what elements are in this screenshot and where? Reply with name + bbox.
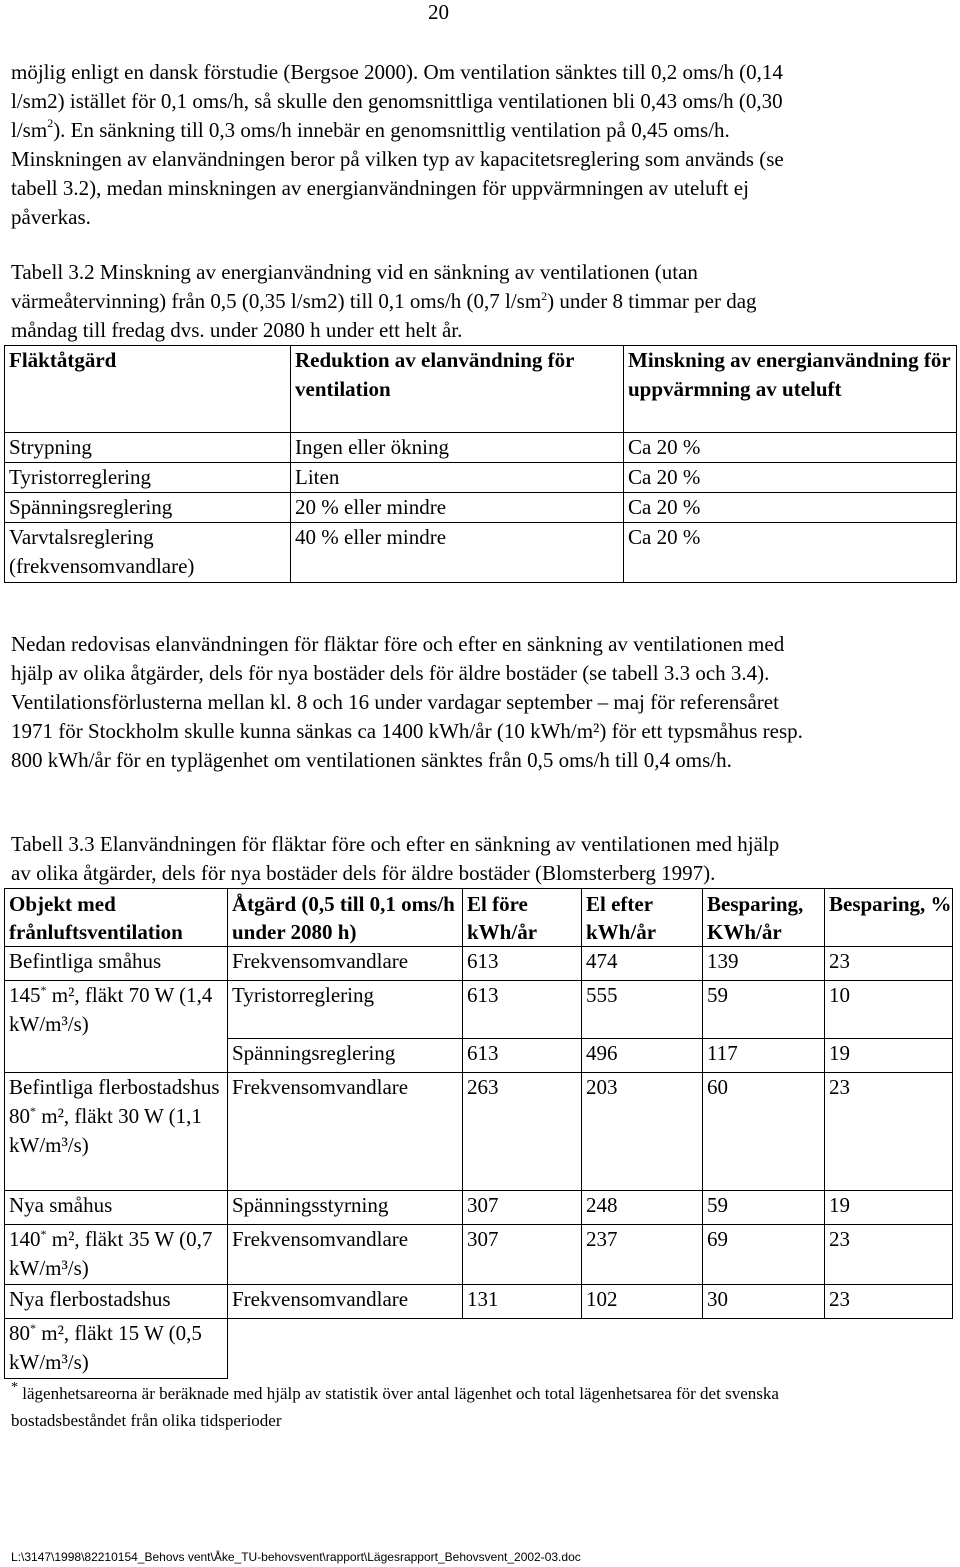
table-cell: 59	[703, 981, 825, 1039]
middle-paragraph	[11, 630, 951, 775]
superscript: *	[40, 1227, 47, 1241]
table-row	[5, 947, 953, 981]
table-cell: Varvtalsreglering (frekvensomvandlare)	[5, 523, 291, 583]
table-cell: 23	[825, 947, 953, 981]
table-cell: 20 % eller mindre	[291, 493, 624, 523]
header-cell: El före kWh/år	[463, 889, 582, 947]
table-cell: Befintliga småhus	[5, 947, 228, 981]
table-cell: 496	[582, 1039, 703, 1073]
intro-paragraph	[11, 58, 951, 232]
table-cell: Frekvensomvandlare	[228, 1225, 463, 1285]
table-cell	[5, 1073, 228, 1191]
header-cell: Fläktåtgärd	[5, 346, 291, 433]
table-cell: 23	[825, 1225, 953, 1285]
table-cell: 613	[463, 1039, 582, 1073]
table-row	[5, 981, 953, 1039]
cell-text: m², fläkt 30 W (1,1 kW/m³/s)	[9, 1104, 202, 1157]
table-cell: 263	[463, 1073, 582, 1191]
paragraph-line: Nedan redovisas elanvändningen för fläktar före och efter en sänkning av ventilationen med	[11, 632, 785, 656]
intro-line: l/sm	[11, 118, 48, 142]
table-cell: 139	[703, 947, 825, 981]
table-row	[5, 463, 957, 493]
header-cell: Besparing, KWh/år	[703, 889, 825, 947]
footnote	[11, 1381, 951, 1433]
table-cell: Tyristorreglering	[5, 463, 291, 493]
header-cell: Åtgärd (0,5 till 0,1 oms/h under 2080 h)	[228, 889, 463, 947]
table-3-3	[4, 888, 953, 1379]
table-cell: 40 % eller mindre	[291, 523, 624, 583]
footnote-marker: *	[11, 1380, 18, 1395]
table-row	[5, 1225, 953, 1285]
table-cell	[5, 1225, 228, 1285]
table-cell	[825, 1319, 953, 1379]
table-cell: 23	[825, 1073, 953, 1191]
intro-line: tabell 3.2), medan minskningen av energianvändningen för uppvärmningen av uteluft ej	[11, 176, 749, 200]
table-row	[5, 1285, 953, 1319]
superscript: 2	[541, 289, 548, 303]
cell-text: Befintliga flerbostadshus 80	[9, 1075, 220, 1128]
paragraph-line: Ventilationsförlusterna mellan kl. 8 och 16 under vardagar september – maj för referensåret	[11, 690, 779, 714]
table-row	[5, 493, 957, 523]
table-cell: 30	[703, 1285, 825, 1319]
table-3-2	[4, 345, 957, 583]
caption-line: ) under 8 timmar per dag	[547, 289, 757, 313]
table-cell: 23	[825, 1285, 953, 1319]
cell-text: m², fläkt 15 W (0,5 kW/m³/s)	[9, 1321, 202, 1374]
table-row	[5, 1319, 953, 1379]
table-cell: 613	[463, 947, 582, 981]
caption-line: måndag till fredag dvs. under 2080 h under ett helt år.	[11, 318, 463, 342]
table-header-row	[5, 346, 957, 433]
intro-line: Minskningen av elanvändningen beror på vilken typ av kapacitetsreglering som används (se	[11, 147, 784, 171]
intro-line: l/sm2) istället för 0,1 oms/h, så skulle den genomsnittliga ventilationen bli 0,43 oms/h (0,30	[11, 89, 783, 113]
table-cell: Spänningsreglering	[228, 1039, 463, 1073]
table-cell: Spänningsstyrning	[228, 1191, 463, 1225]
table-cell: Frekvensomvandlare	[228, 1073, 463, 1191]
table-cell	[582, 1319, 703, 1379]
cell-text: 80	[9, 1321, 30, 1345]
table-cell: Frekvensomvandlare	[228, 947, 463, 981]
table-cell	[463, 1319, 582, 1379]
table-cell: Ca 20 %	[624, 433, 957, 463]
table-cell: Tyristorreglering	[228, 981, 463, 1039]
header-cell: Minskning av energianvändning för uppvärmning av uteluft	[624, 346, 957, 433]
table-cell: 237	[582, 1225, 703, 1285]
table-cell: 474	[582, 947, 703, 981]
header-cell: Reduktion av elanvändning för ventilation	[291, 346, 624, 433]
table-cell: Ca 20 %	[624, 463, 957, 493]
table-cell: 307	[463, 1191, 582, 1225]
cell-text: m², fläkt 35 W (0,7 kW/m³/s)	[9, 1227, 213, 1280]
page-number: 20	[428, 0, 449, 24]
table-row	[5, 523, 957, 583]
cell-text: m², fläkt 70 W (1,4 kW/m³/s)	[9, 983, 213, 1036]
table-cell: 19	[825, 1191, 953, 1225]
table-cell: 69	[703, 1225, 825, 1285]
intro-line: ). En sänkning till 0,3 oms/h innebär en genomsnittlig ventilation på 0,45 oms/h.	[53, 118, 730, 142]
table-cell: Nya småhus	[5, 1191, 228, 1225]
table-cell: Liten	[291, 463, 624, 493]
table-cell: 555	[582, 981, 703, 1039]
footnote-text: bostadsbeståndet från olika tidsperioder	[11, 1411, 282, 1430]
table-cell	[5, 981, 228, 1073]
caption-line: av olika åtgärder, dels för nya bostäder dels för äldre bostäder (Blomsterberg 1997).	[11, 861, 716, 885]
table-cell: 203	[582, 1073, 703, 1191]
caption-line: Tabell 3.3 Elanvändningen för fläktar före och efter en sänkning av ventilationen med hjälp	[11, 832, 780, 856]
table-header-row	[5, 889, 953, 947]
table-row	[5, 433, 957, 463]
intro-line: påverkas.	[11, 205, 91, 229]
paragraph-line: 1971 för Stockholm skulle kunna sänkas ca 1400 kWh/år (10 kWh/m²) för ett typsmåhus resp.	[11, 719, 803, 743]
table-cell	[703, 1319, 825, 1379]
paragraph-line: hjälp av olika åtgärder, dels för nya bostäder dels för äldre bostäder (se tabell 3.3 och 3.4).	[11, 661, 770, 685]
table-cell: Ingen eller ökning	[291, 433, 624, 463]
superscript: *	[30, 1321, 36, 1335]
table-3-3-caption	[11, 830, 951, 888]
cell-text: 145	[9, 983, 41, 1007]
table-cell: Frekvensomvandlare	[228, 1285, 463, 1319]
table-cell	[5, 1319, 228, 1379]
table-cell: 10	[825, 981, 953, 1039]
header-cell: Besparing, %	[825, 889, 953, 947]
table-cell: Strypning	[5, 433, 291, 463]
table-cell: 19	[825, 1039, 953, 1073]
table-cell: 102	[582, 1285, 703, 1319]
superscript: *	[30, 1104, 36, 1118]
table-cell: Spänningsreglering	[5, 493, 291, 523]
table-row	[5, 1073, 953, 1191]
table-cell: Ca 20 %	[624, 523, 957, 583]
caption-line: värmeåtervinning) från 0,5 (0,35 l/sm2) till 0,1 oms/h (0,7 l/sm	[11, 289, 542, 313]
caption-line: Tabell 3.2 Minskning av energianvändning vid en sänkning av ventilationen (utan	[11, 260, 698, 284]
table-cell: 248	[582, 1191, 703, 1225]
table-cell: Nya flerbostadshus	[5, 1285, 228, 1319]
table-cell: 613	[463, 981, 582, 1039]
table-3-2-caption	[11, 258, 951, 345]
table-row	[5, 1191, 953, 1225]
table-cell: 131	[463, 1285, 582, 1319]
intro-line: möjlig enligt en dansk förstudie (Bergsoe 2000). Om ventilation sänktes till 0,2 oms/h (0,14	[11, 60, 783, 84]
paragraph-line: 800 kWh/år för en typlägenhet om ventilationen sänktes från 0,5 oms/h till 0,4 oms/h.	[11, 748, 732, 772]
table-cell: 60	[703, 1073, 825, 1191]
superscript: 2	[47, 116, 54, 130]
table-cell	[228, 1319, 463, 1379]
table-cell: 117	[703, 1039, 825, 1073]
table-cell: Ca 20 %	[624, 493, 957, 523]
footnote-text: lägenhetsareorna är beräknade med hjälp av statistik över antal lägenhet och total lägenhetsarea för det svenska	[18, 1384, 779, 1403]
cell-text: 140	[9, 1227, 41, 1251]
header-cell: Objekt med frånluftsventilation	[5, 889, 228, 947]
superscript: *	[40, 983, 47, 997]
table-cell: 59	[703, 1191, 825, 1225]
file-path-footer: L:\3147\1998\82210154_Behovs vent\Åke_TU-behovsvent\rapport\Lägesrapport_Behovsvent_2002-03.doc	[11, 1550, 581, 1564]
header-cell: El efter kWh/år	[582, 889, 703, 947]
table-cell: 307	[463, 1225, 582, 1285]
